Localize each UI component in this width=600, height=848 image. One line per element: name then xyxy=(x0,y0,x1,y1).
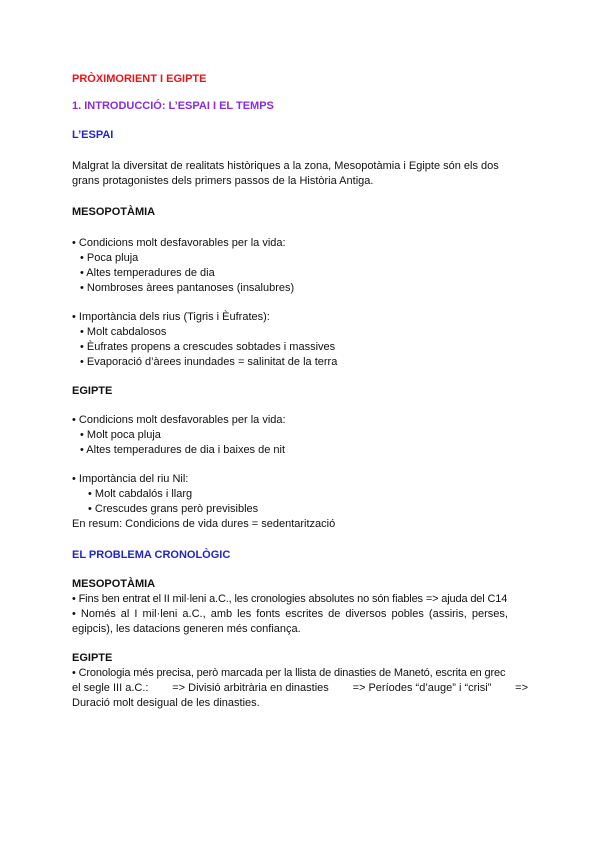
meso-list1-item: • Altes temperadures de dia xyxy=(80,267,215,279)
cronologic-meso-line-1: • Fins ben entrat el II mil·leni a.C., les cronologies absolutes no són fiables => ajuda del C14 xyxy=(72,593,508,605)
meso-list1-title: • Condicions molt desfavorables per la vida: xyxy=(72,237,286,249)
cronologic-egipte-line-2-part-a: el segle III a.C.: xyxy=(72,682,149,694)
meso-list2-title: • Importància dels rius (Tigris i Èufrates): xyxy=(72,311,270,323)
heading-cronologic-egipte: EGIPTE xyxy=(72,652,113,664)
cronologic-egipte-line-2-part-c: => Períodes “d’auge” i “crisi” xyxy=(352,682,492,694)
egipte-list2-item: • Molt cabdalós i llarg xyxy=(88,488,193,500)
egipte-list2-item: • Crescudes grans però previsibles xyxy=(88,503,259,515)
document-title: PRÒXIMORIENT I EGIPTE xyxy=(72,73,207,85)
cronologic-egipte-line-2 xyxy=(72,681,528,696)
espai-intro-line-1: Malgrat la diversitat de realitats històriques a la zona, Mesopotàmia i Egipte són els dos xyxy=(72,160,499,172)
egipte-list2-title: • Importància del riu Nil: xyxy=(72,473,189,485)
cronologic-meso-line-2: • Només al I mil·leni a.C., amb les fonts escrites de diversos pobles (assiris, perses, xyxy=(72,608,508,620)
cronologic-egipte-line-2-part-b: => Divisió arbitrària en dinasties xyxy=(172,682,329,694)
section-heading-introduccio: 1. INTRODUCCIÓ: L’ESPAI I EL TEMPS xyxy=(72,100,274,112)
egipte-list1-title: • Condicions molt desfavorables per la vida: xyxy=(72,414,286,426)
subheading-problema-cronologic: EL PROBLEMA CRONOLÒGIC xyxy=(72,549,231,561)
cronologic-egipte-line-3: Duració molt desigual de les dinasties. xyxy=(72,697,260,709)
cronologic-meso-line-3: egipcis), les datacions generen més confiança. xyxy=(72,623,301,635)
meso-list2-item: • Molt cabdalosos xyxy=(80,326,167,338)
heading-egipte: EGIPTE xyxy=(72,385,113,397)
egipte-list1-item: • Altes temperadures de dia i baixes de nit xyxy=(80,444,286,456)
meso-list2-item: • Èufrates propens a crescudes sobtades i massives xyxy=(80,341,336,353)
meso-list1-item: • Nombroses àrees pantanoses (insalubres) xyxy=(80,282,295,294)
heading-cronologic-mesopotamia: MESOPOTÀMIA xyxy=(72,578,156,590)
meso-list2-item: • Evaporació d’àrees inundades = salinitat de la terra xyxy=(80,356,338,368)
subheading-espai: L’ESPAI xyxy=(72,129,114,141)
document-page xyxy=(72,60,528,711)
cronologic-egipte-line-1: • Cronologia més precisa, però marcada per la llista de dinasties de Manetó, escrita en grec xyxy=(72,667,506,679)
cronologic-egipte-line-2-part-d: => xyxy=(515,682,528,694)
heading-mesopotamia: MESOPOTÀMIA xyxy=(72,206,156,218)
egipte-summary: En resum: Condicions de vida dures = sedentarització xyxy=(72,518,336,530)
egipte-list1-item: • Molt poca pluja xyxy=(80,429,161,441)
espai-intro-line-2: grans protagonistes dels primers passos de la Història Antiga. xyxy=(72,175,374,187)
meso-list1-item: • Poca pluja xyxy=(80,252,139,264)
